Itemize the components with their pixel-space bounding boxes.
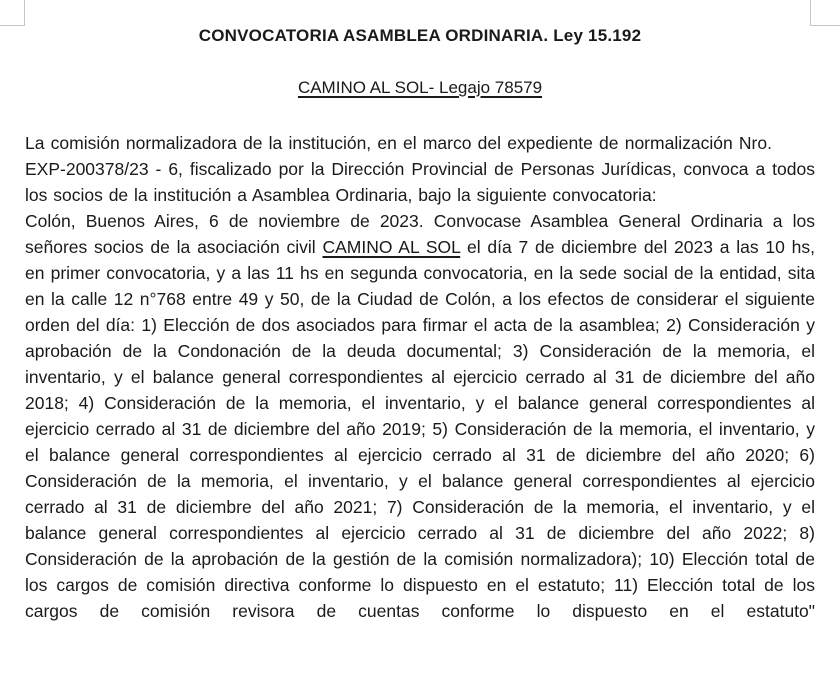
document-body [25,130,815,624]
paragraph-text-before-entity: Colón, Buenos Aires, 6 de noviembre de 2023. Convocase Asamblea General Ordinaria a los señores socios de la asociación civil [25,211,815,257]
entity-name-underlined: CAMINO AL SOL [322,237,461,257]
table-gridline-left-horizontal [0,25,25,26]
document-content [25,0,815,624]
paragraph-convocatoria-detail [25,208,815,624]
document-subtitle [25,78,815,98]
document-subtitle-text: CAMINO AL SOL- Legajo 78579 [297,78,543,97]
document-title: CONVOCATORIA ASAMBLEA ORDINARIA. Ley 15.192 [198,26,642,45]
paragraph-text-after-entity: el día 7 de diciembre del 2023 a las 10 hs, en primer convocatoria, y a las 11 hs en segunda convocatoria, en la sede social de la entidad, sita en la calle 12 n°768 entre 49 y 50, de la Ciudad de Colón, a los efectos de considerar el siguiente orden del día: 1) Elección de dos asociados para firmar el acta de la asamblea; 2) Consideración y aprobación de la Condonación de la deuda documental; 3) Consideración de la memoria, el inventario, y el balance general correspondientes al ejercicio cerrado al 31 de diciembre del año 2018; 4) Consideración de la memoria, el inventario, y el balance general correspondientes al ejercicio cerrado al 31 de diciembre del año 2019; 5) Consideración de la memoria, el inventario, y el balance general correspondientes al ejercicio cerrado al 31 de diciembre del año 2020; 6) Consideración de la memoria, el inventario, y el balance general correspondientes al ejercicio cerrado al 31 de diciembre del año 2021; 7) Consideración de la memoria, el inventario, y el balance general correspondientes al ejercicio cerrado al 31 de diciembre del año 2022; 8) Consideración de la aprobación de la gestión de la comisión normalizadora); 10) Elección total de los cargos de comisión directiva conforme lo dispuesto en el estatuto; 11) Elección total de los cargos de comisión revisora de cuentas conforme lo dispuesto en el estatuto" [25,237,815,621]
paragraph-normalization-intro: La comisión normalizadora de la institución, en el marco del expediente de normalización Nro. EXP-200378/23 - 6, fiscalizado por la Dirección Provincial de Personas Jurídicas, convoca a todos los socios de la institución a Asamblea Ordinaria, bajo la siguiente convocatoria: [25,133,815,205]
